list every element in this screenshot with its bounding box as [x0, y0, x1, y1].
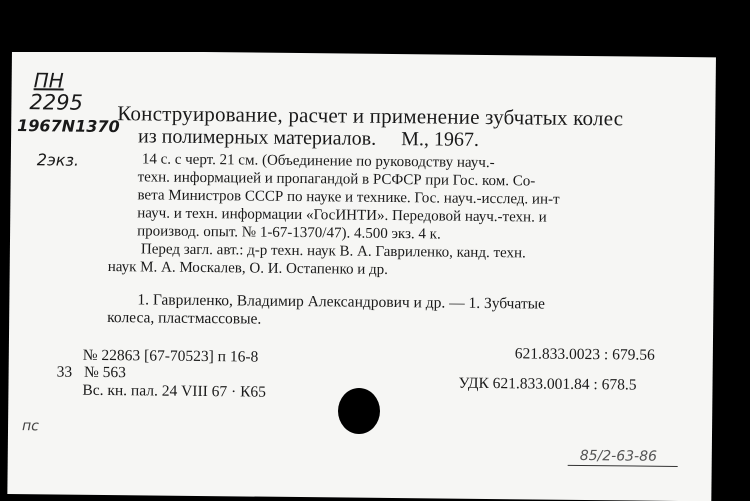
details-line-1: 14 с. с черт. 21 см. (Объединение по руководству науч.- [141, 151, 495, 172]
footer-left-line-2 [57, 363, 126, 382]
ink-blot [338, 388, 380, 434]
udc-line-1: 621.833.0023 : 679.56 [514, 345, 655, 364]
scan-border-right [716, 0, 750, 494]
footer-left-line-3: Вс. кн. пал. 24 VIII 67 · К65 [82, 381, 267, 401]
handwritten-bottom-left: пс [21, 418, 40, 435]
shelfmark-line-1: ПН [33, 68, 64, 93]
details-line-5: производ. опыт. № 1-67-1370/47). 4.500 экз. 4 к. [137, 223, 441, 243]
footer-number: № 563 [83, 363, 127, 382]
shelfmark-line-4: 2экз. [36, 150, 80, 170]
handwritten-bottom-right: 85/2-63-86 [579, 447, 658, 465]
shelfmark-line-2: 2295 [29, 90, 84, 115]
udc-line-2: УДК 621.833.001.84 : 678.5 [458, 374, 637, 394]
footer-left-line-1: № 22863 [67-70523] п 16-8 [82, 346, 259, 366]
title-place-year: М., 1967. [401, 128, 480, 151]
title-line-2-text: из полимерных материалов. [137, 125, 377, 150]
footer-number-prefix: 33 [56, 363, 73, 381]
details-line-3: вета Министров СССР по науке и технике. Гос. науч.-исслед. ин-т [137, 187, 560, 208]
title-line-2 [138, 125, 479, 152]
tracing-line-2: колеса, пластмассовые. [107, 309, 262, 328]
details-line-4: науч. и техн. информации «ГосИНТИ». Передовой науч.-техн. и [137, 205, 547, 226]
details-line-2: техн. информацией и пропагандой в РСФСР при Гос. ком. Со- [137, 169, 536, 190]
authors-note-line-1: Перед загл. авт.: д-р техн. наук В. А. Гавриленко, канд. техн. [140, 241, 526, 262]
scan-border-top [0, 0, 750, 52]
bottom-rule [568, 465, 678, 467]
tracing-line-1: 1. Гавриленко, Владимир Александрович и др. — 1. Зубчатые [137, 291, 546, 313]
shelfmark-line-3: 1967N1370 [17, 116, 120, 137]
title-line-1: Конструирование, расчет и применение зубчатых колес [117, 101, 624, 131]
authors-note-line-2: наук М. А. Москалев, О. И. Остапенко и др. [107, 259, 389, 278]
